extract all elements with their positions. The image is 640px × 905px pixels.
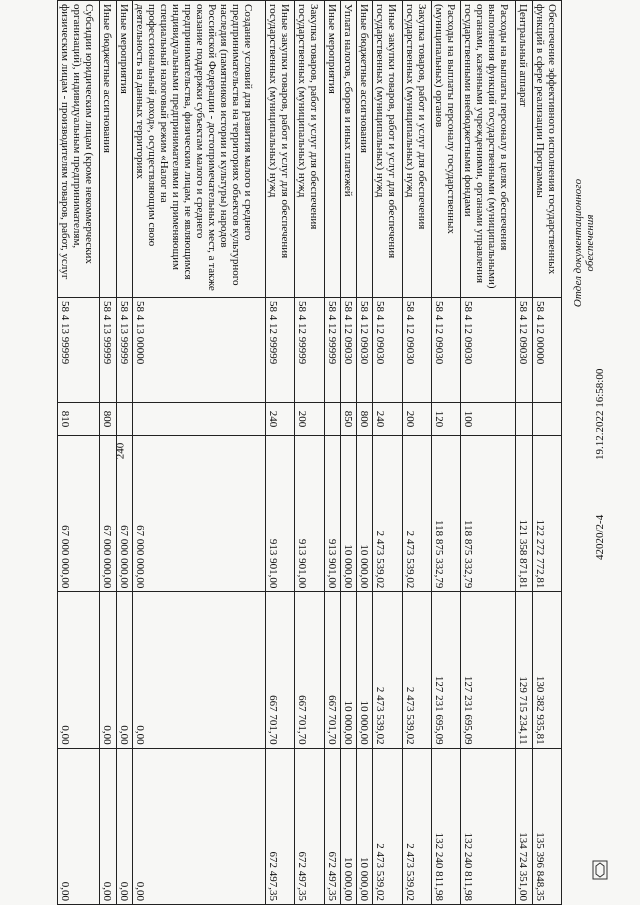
row-expense-type: 850 [340,403,356,436]
row-code: 58 4 13 00000 [132,298,265,403]
row-value-2023: 118 875 332,79 [431,436,460,592]
table-row [266,1,295,905]
table-row [58,1,100,905]
row-value-2024: 0,00 [116,592,132,748]
table-row [402,1,431,905]
row-expense-type [132,403,265,436]
row-expense-type [324,403,340,436]
row-value-2024: 10 000,00 [340,592,356,748]
row-code: 58 4 13 99999 [100,298,116,403]
row-description: Иные бюджетные ассигнования [100,1,116,298]
row-description: Иные закупки товаров, работ и услуг для обеспечения государственных (муниципальных) нужд [266,1,295,298]
table-row [357,1,373,905]
row-value-2025: 672 497,35 [324,748,340,904]
row-value-2024: 10 000,00 [357,592,373,748]
row-value-2024: 2 473 539,02 [373,592,402,748]
row-value-2025: 2 473 539,02 [402,748,431,904]
row-value-2023: 67 000 000,00 [132,436,265,592]
row-expense-type [116,403,132,436]
row-value-2024: 127 231 695,09 [461,592,516,748]
department-stamp [572,168,596,318]
budget-table-container [57,0,562,905]
row-value-2025: 10 000,00 [357,748,373,904]
row-value-2023: 122 272 772,81 [532,436,561,592]
row-code: 58 4 12 99999 [266,298,295,403]
table-row [431,1,460,905]
footer-datetime: 19.12.2022 16:58:00 [594,368,606,460]
row-value-2025: 10 000,00 [340,748,356,904]
table-row [373,1,402,905]
row-expense-type: 120 [431,403,460,436]
row-value-2024: 127 231 695,09 [431,592,460,748]
row-value-2024: 129 715 234,11 [516,592,532,748]
row-value-2025: 135 396 848,35 [532,748,561,904]
row-value-2023: 67 000 000,00 [116,436,132,592]
row-value-2025: 2 473 539,02 [373,748,402,904]
row-value-2024: 0,00 [58,592,100,748]
row-description: Иные мероприятия [116,1,132,298]
row-value-2024: 130 382 935,81 [532,592,561,748]
table-row [324,1,340,905]
row-value-2023: 2 473 539,02 [373,436,402,592]
table-row [516,1,532,905]
row-description: Уплата налогов, сборов и иных платежей [340,1,356,298]
stamp-line-2: обеспечения [584,214,596,272]
budget-table [57,0,562,905]
row-code: 58 4 12 09030 [402,298,431,403]
row-value-2023: 10 000,00 [357,436,373,592]
row-description: Иные бюджетные ассигнования [357,1,373,298]
row-description: Закупка товаров, работ и услуг для обеспечения государственных (муниципальных) нужд [295,1,324,298]
footer-doc-number: 42020/2-4 [594,514,606,560]
row-value-2023: 67 000 000,00 [100,436,116,592]
row-value-2025: 132 240 811,98 [431,748,460,904]
row-value-2025: 132 240 811,98 [461,748,516,904]
row-value-2025: 134 724 351,00 [516,748,532,904]
row-expense-type [532,403,561,436]
row-value-2024: 667 701,70 [324,592,340,748]
row-value-2025: 672 497,35 [266,748,295,904]
row-value-2025: 0,00 [58,748,100,904]
table-row [461,1,516,905]
budget-table-body [58,1,562,905]
stamp-line-1: Отдел документационного [572,178,584,308]
row-value-2025: 672 497,35 [295,748,324,904]
row-description: Центральный аппарат [516,1,532,298]
emblem-icon [592,860,608,880]
row-value-2024: 667 701,70 [295,592,324,748]
row-expense-type: 240 [266,403,295,436]
row-expense-type: 240 [373,403,402,436]
row-code: 58 4 12 99999 [295,298,324,403]
row-expense-type: 810 [58,403,100,436]
row-value-2023: 913 901,00 [266,436,295,592]
row-expense-type: 200 [402,403,431,436]
row-value-2023: 913 901,00 [324,436,340,592]
table-row [116,1,132,905]
row-description: Создание условий для развития малого и среднего предпринимательства на территориях объектов культурного наследия (памятников истории и культуры) народов Российской Федерации - достопримечательных мест, а также оказание поддержки субъектам малого и среднего предпринимательства, физическим лицам, не являющимся индивидуальными предпринимателями и применяющим специальный налоговый режим «Налог на профессиональный доход», осуществляющим свою деятельность на данных территориях [132,1,265,298]
table-row [532,1,561,905]
row-value-2023: 121 358 871,81 [516,436,532,592]
table-row [340,1,356,905]
row-value-2024: 0,00 [132,592,265,748]
row-description: Расходы на выплаты персоналу в целях обеспечения выполнения функций государственными (муниципальными) органами, казенными учреждениями, органами управления государственными внебюджетными фондами [461,1,516,298]
table-row [132,1,265,905]
row-description: Закупка товаров, работ и услуг для обеспечения государственных (муниципальных) нужд [402,1,431,298]
row-description: Иные закупки товаров, работ и услуг для обеспечения государственных (муниципальных) нужд [373,1,402,298]
table-row [100,1,116,905]
row-code: 58 4 12 09030 [431,298,460,403]
row-code: 58 4 12 09030 [357,298,373,403]
row-expense-type: 800 [357,403,373,436]
table-row [295,1,324,905]
row-code: 58 4 12 09030 [461,298,516,403]
row-value-2025: 0,00 [116,748,132,904]
row-value-2023: 118 875 332,79 [461,436,516,592]
row-expense-type: 200 [295,403,324,436]
row-code: 58 4 12 00000 [532,298,561,403]
row-value-2025: 0,00 [100,748,116,904]
page-number: 240 [114,442,127,460]
row-description: Расходы на выплаты персоналу государственных (муниципальных) органов [431,1,460,298]
row-code: 58 4 12 99999 [324,298,340,403]
row-value-2025: 0,00 [132,748,265,904]
row-expense-type [516,403,532,436]
row-value-2024: 2 473 539,02 [402,592,431,748]
row-value-2024: 667 701,70 [266,592,295,748]
row-code: 58 4 12 09030 [373,298,402,403]
row-value-2024: 0,00 [100,592,116,748]
row-code: 58 4 12 09030 [340,298,356,403]
row-expense-type: 800 [100,403,116,436]
row-value-2023: 913 901,00 [295,436,324,592]
row-description: Обеспечение эффективного исполнения государственных функций в сфере реализации Программы [532,1,561,298]
row-description: Субсидии юридическим лицам (кроме некоммерческих организаций), индивидуальным предпринимателям, физическим лицам - производителям товаров, работ, услуг [58,1,100,298]
row-expense-type: 100 [461,403,516,436]
row-value-2023: 2 473 539,02 [402,436,431,592]
row-value-2023: 67 000 000,00 [58,436,100,592]
row-code: 58 4 12 09030 [516,298,532,403]
row-code: 58 4 13 99999 [58,298,100,403]
row-code: 58 4 13 99999 [116,298,132,403]
row-value-2023: 10 000,00 [340,436,356,592]
row-description: Иные мероприятия [324,1,340,298]
